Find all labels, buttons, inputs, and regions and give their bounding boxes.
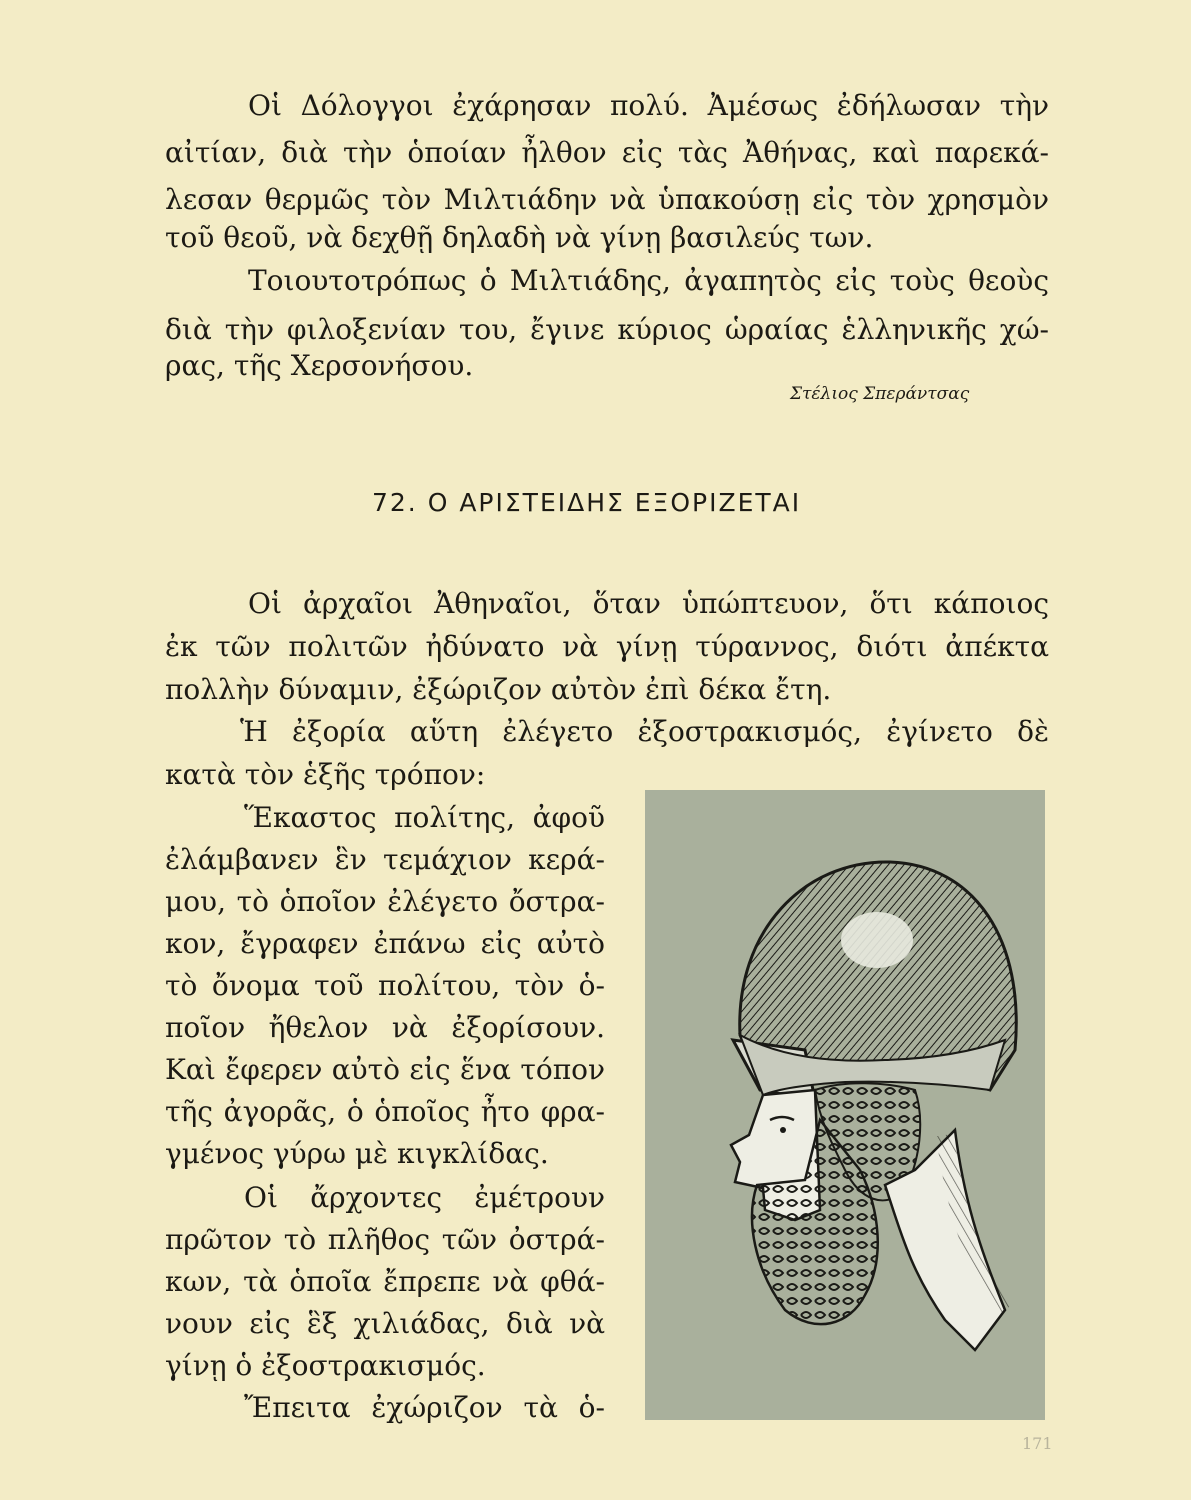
text-line: γίνῃ ὁ ἐξοστρακισμός. bbox=[165, 1349, 486, 1382]
text-line: ποῖον ἤθελον νὰ ἐξορίσουν. bbox=[165, 1011, 605, 1044]
text-line: ρας, τῆς Χερσονήσου. bbox=[165, 349, 474, 382]
page-number: 171 bbox=[1022, 1434, 1053, 1453]
text-line: Καὶ ἔφερεν αὐτὸ εἰς ἕνα τόπον bbox=[165, 1053, 605, 1086]
text-line: ἐκ τῶν πολιτῶν ἠδύνατο νὰ γίνῃ τύραννος, διότι ἀπέκτα bbox=[165, 630, 1049, 663]
text-line: τοῦ θεοῦ, νὰ δεχθῇ δηλαδὴ νὰ γίνῃ βασιλεύς των. bbox=[165, 221, 874, 254]
text-line: κατὰ τὸν ἑξῆς τρόπον: bbox=[165, 758, 486, 791]
text-line: ἐλάμβανεν ἓν τεμάχιον κερά- bbox=[165, 843, 605, 876]
text-line: Τοιουτοτρόπως ὁ Μιλτιάδης, ἀγαπητὸς εἰς τοὺς θεοὺς bbox=[248, 264, 1049, 297]
text-line: Ἔπειτα ἐχώριζον τὰ ὁ- bbox=[244, 1391, 605, 1424]
text-line: κων, τὰ ὁποῖα ἔπρεπε νὰ φθά- bbox=[165, 1265, 605, 1298]
text-line: πολλὴν δύναμιν, ἐξώριζον αὐτὸν ἐπὶ δέκα ἔτη. bbox=[165, 673, 832, 706]
text-line: τὸ ὄνομα τοῦ πολίτου, τὸν ὁ- bbox=[165, 969, 605, 1002]
text-line: Οἱ ἄρχοντες ἐμέτρουν bbox=[244, 1181, 605, 1214]
text-line: λεσαν θερμῶς τὸν Μιλτιάδην νὰ ὑπακούσῃ εἰς τὸν χρησμὸν bbox=[165, 183, 1049, 216]
author-signature: Στέλιος Σπεράντσας bbox=[790, 384, 970, 404]
text-line: μου, τὸ ὁποῖον ἐλέγετο ὄστρα- bbox=[165, 885, 605, 918]
text-line: διὰ τὴν φιλοξενίαν του, ἔγινε κύριος ὡραίας ἑλληνικῆς χώ- bbox=[165, 313, 1049, 346]
chapter-heading: 72. Ο ΑΡΙΣΤΕΙΔΗΣ ΕΞΟΡΙΖΕΤΑΙ bbox=[372, 488, 802, 517]
text-line: αἰτίαν, διὰ τὴν ὁποίαν ἦλθον εἰς τὰς Ἀθήνας, καὶ παρεκά- bbox=[165, 136, 1049, 169]
text-line: Οἱ Δόλογγοι ἐχάρησαν πολύ. Ἀμέσως ἐδήλωσαν τὴν bbox=[248, 89, 1049, 122]
text-line: Ἡ ἐξορία αὕτη ἐλέγετο ἐξοστρακισμός, ἐγίνετο δὲ bbox=[240, 715, 1049, 748]
text-line: Ἕκαστος πολίτης, ἀφοῦ bbox=[244, 801, 605, 834]
aristides-portrait bbox=[645, 790, 1045, 1420]
text-line: τῆς ἀγορᾶς, ὁ ὁποῖος ἦτο φρα- bbox=[165, 1095, 605, 1128]
text-line: νουν εἰς ἓξ χιλιάδας, διὰ νὰ bbox=[165, 1307, 605, 1340]
text-line: κον, ἔγραφεν ἐπάνω εἰς αὐτὸ bbox=[165, 927, 605, 960]
text-line: Οἱ ἀρχαῖοι Ἀθηναῖοι, ὅταν ὑπώπτευον, ὅτι κάποιος bbox=[248, 587, 1049, 620]
text-line: γμένος γύρω μὲ κιγκλίδας. bbox=[165, 1137, 549, 1170]
text-line: πρῶτον τὸ πλῆθος τῶν ὀστρά- bbox=[165, 1223, 605, 1256]
